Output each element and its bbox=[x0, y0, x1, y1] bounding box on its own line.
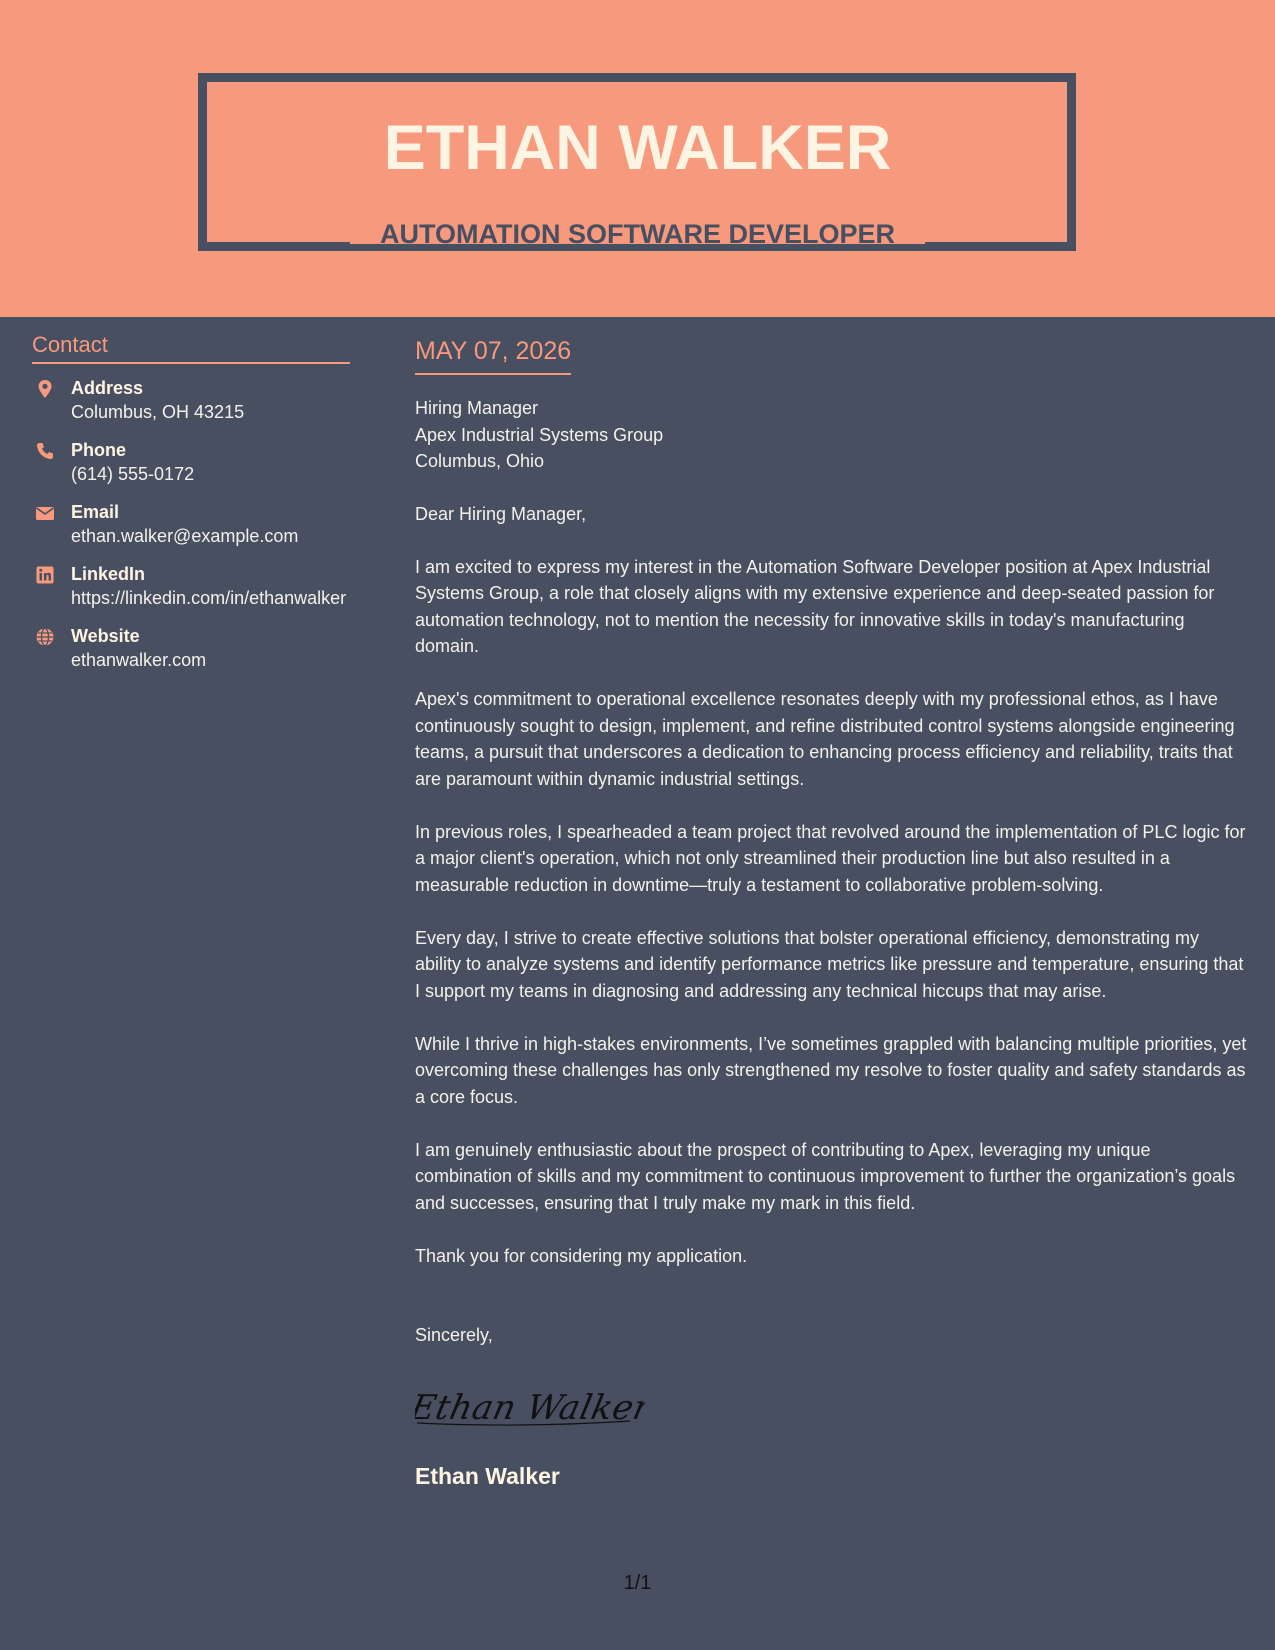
linkedin-label: LinkedIn bbox=[71, 564, 146, 584]
phone-icon bbox=[35, 441, 55, 461]
letter-paragraph: I am excited to express my interest in the Automation Software Developer position at Apex Industrial Systems Group, a role that closely aligns with my extensive experience and deep-seated passion for automation technology, not to mention the necessity for innovative skills in today's manufacturing domain. bbox=[415, 556, 1215, 656]
closing: Sincerely, bbox=[415, 1325, 493, 1345]
contact-website bbox=[32, 624, 350, 672]
letter-paragraph: While I thrive in high-stakes environments, I’ve sometimes grappled with balancing multiple priorities, yet overcoming these challenges has only strengthened my resolve to foster quality and safety standards as a core focus. bbox=[415, 1033, 1247, 1107]
map-pin-icon bbox=[35, 379, 55, 399]
address-label: Address bbox=[71, 378, 144, 398]
letter-paragraph: In previous roles, I spearheaded a team project that revolved around the implementation of PLC logic for a major client's operation, which not only streamlined their production line but also resulted in a measurable reduction in downtime—truly a testament to collaborative problem-solving. bbox=[415, 821, 1246, 895]
contact-address bbox=[32, 376, 350, 424]
website-label: Website bbox=[71, 626, 140, 646]
contact-email bbox=[32, 500, 350, 548]
contact-linkedin bbox=[32, 562, 350, 610]
linkedin-value[interactable]: https://linkedin.com/in/ethanwalker bbox=[71, 588, 347, 608]
letter-body bbox=[415, 335, 1250, 1489]
phone-value: (614) 555-0172 bbox=[71, 464, 195, 484]
signer-name: Ethan Walker bbox=[415, 1462, 560, 1489]
recipient-line: Apex Industrial Systems Group bbox=[415, 424, 664, 445]
linkedin-icon bbox=[35, 565, 55, 585]
letter-paragraph: Thank you for considering my application. bbox=[415, 1245, 748, 1266]
letter-paragraph: I am genuinely enthusiastic about the prospect of contributing to Apex, leveraging my unique combination of skills and my commitment to continuous improvement to further the organization’s goals and successes, ensuring that I truly make my mark in this field. bbox=[415, 1139, 1236, 1213]
envelope-icon bbox=[35, 503, 55, 523]
recipient-line: Hiring Manager bbox=[415, 398, 539, 418]
job-title: AUTOMATION SOFTWARE DEVELOPER bbox=[379, 219, 896, 249]
contact-list bbox=[32, 376, 350, 672]
email-label: Email bbox=[71, 502, 120, 522]
page-number: 1/1 bbox=[623, 1572, 652, 1594]
recipient-line: Columbus, Ohio bbox=[415, 451, 545, 471]
greeting: Dear Hiring Manager, bbox=[415, 503, 587, 524]
globe-icon bbox=[35, 627, 55, 647]
svg-text:Ethan Walker: Ethan Walker bbox=[415, 1387, 645, 1428]
website-value[interactable]: ethanwalker.com bbox=[71, 650, 207, 670]
handwritten-signature bbox=[415, 1379, 1250, 1433]
applicant-name: ETHAN WALKER bbox=[383, 113, 892, 183]
address-value: Columbus, OH 43215 bbox=[71, 402, 245, 422]
contact-heading: Contact bbox=[32, 332, 350, 364]
letter-paragraph: Every day, I strive to create effective solutions that bolster operational efficiency, demonstrating my ability to analyze systems and identify performance metrics like pressure and temperature, ensuring that I support my teams in diagnosing and addressing any technical hiccups that may arise. bbox=[415, 927, 1244, 1001]
recipient-block bbox=[415, 395, 1250, 475]
email-value[interactable]: ethan.walker@example.com bbox=[71, 526, 299, 546]
letter-paragraph: Apex's commitment to operational excellence resonates deeply with my professional ethos, as I have continuously sought to design, implement, and refine distributed control systems alongside engineering teams, a pursuit that underscores a dedication to enhancing process efficiency and reliability, traits that are paramount within dynamic industrial settings. bbox=[415, 689, 1235, 789]
signature-drawing bbox=[415, 1379, 645, 1433]
phone-label: Phone bbox=[71, 440, 127, 460]
contact-phone bbox=[32, 438, 350, 486]
contact-sidebar bbox=[32, 332, 350, 686]
header-banner bbox=[0, 0, 1275, 317]
letter-date: MAY 07, 2026 bbox=[415, 335, 571, 375]
